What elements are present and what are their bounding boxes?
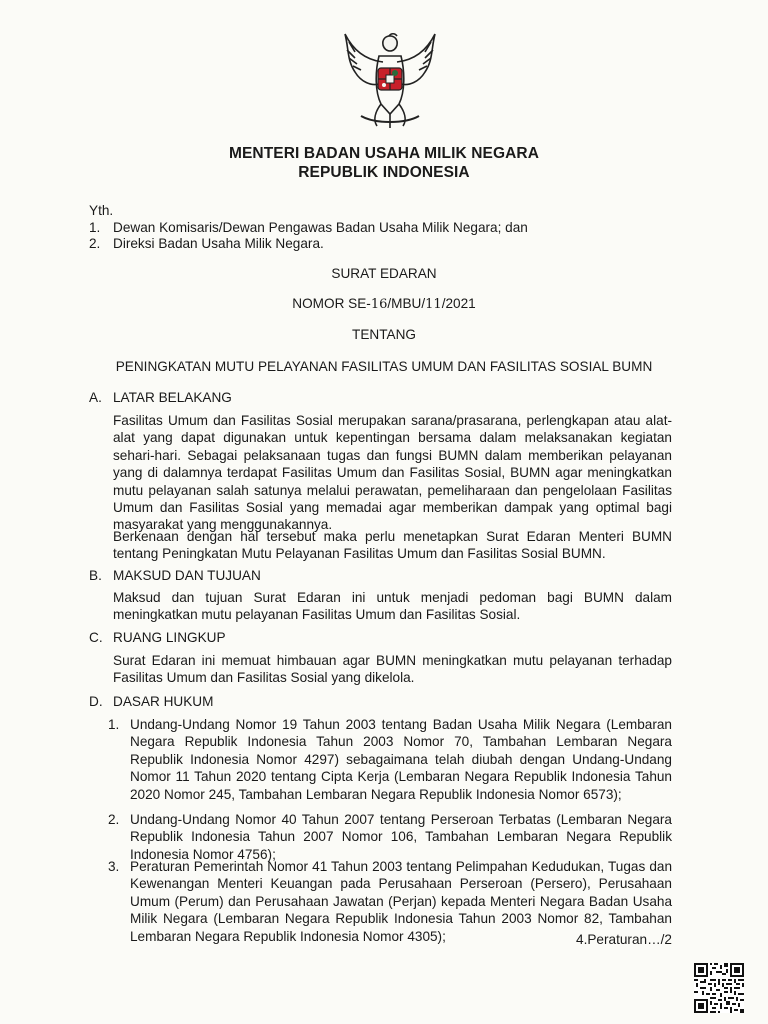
section-c-paragraph: Surat Edaran ini memuat himbauan agar BUMN meningkatkan mutu pelayanan terhadap Fasilitas Umum dan Fasilitas Sosial yang dikelola.: [113, 653, 672, 686]
ministry-title: MENTERI BADAN USAHA MILIK NEGARA: [228, 145, 540, 162]
addressee-number: 2.: [89, 236, 101, 251]
section-heading-d: [89, 694, 213, 709]
next-page-reference: 4.Peraturan…/2: [576, 932, 672, 947]
section-a-paragraph-1: Fasilitas Umum dan Fasilitas Sosial merupakan sarana/prasarana, perlengkapan atau alat-alat yang dapat digunakan untuk kepentingan bersama dalam melaksanakan kegiatan sehari-hari. Sebagai pelaksanaan tugas dan fungsi BUMN dalam memberikan pelayanan yang di dalamnya terdapat Fasilitas Umum dan Fasilitas Sosial, BUMN agar meningkatkan mutu pelayanan salah satunya melalui perawatan, pemeliharaan dan pengelolaan Fasilitas Umum dan Fasilitas Sosial yang memadai agar memberikan dampak yang optimal bagi masyarakat yang menggunakannya.: [113, 413, 672, 533]
section-heading-c: [89, 630, 226, 645]
addressee-text: Direksi Badan Usaha Milik Negara.: [113, 236, 324, 251]
section-heading-a: [89, 390, 232, 405]
number-suffix: /2021: [441, 296, 476, 311]
list-number: 3.: [108, 859, 120, 874]
republic-title: REPUBLIK INDONESIA: [298, 164, 470, 181]
document-subject: PENINGKATAN MUTU PELAYANAN FASILITAS UMUM DAN FASILITAS SOSIAL BUMN: [115, 359, 653, 374]
section-letter: A.: [89, 390, 102, 405]
legal-basis-item: [108, 716, 672, 803]
list-number: 1.: [108, 717, 120, 732]
salutation: Yth.: [89, 203, 114, 218]
legal-basis-item: [108, 811, 672, 863]
section-title: RUANG LINGKUP: [113, 630, 226, 645]
document-type: SURAT EDARAN: [331, 266, 437, 281]
section-a-paragraph-2: Berkenaan dengan hal tersebut maka perlu menetapkan Surat Edaran Menteri BUMN tentang Peningkatan Mutu Pelayanan Fasilitas Umum dan Fasilitas Sosial BUMN.: [113, 529, 672, 562]
qr-code-icon: [694, 963, 744, 1013]
addressee-item: [89, 220, 528, 235]
addressee-item: [89, 236, 324, 251]
addressee-text: Dewan Komisaris/Dewan Pengawas Badan Usaha Milik Negara; dan: [113, 220, 528, 235]
list-text: Peraturan Pemerintah Nomor 41 Tahun 2003 tentang Pelimpahan Kedudukan, Tugas dan Kewenangan Menteri Keuangan pada Perusahaan Perseroan (Persero), Perusahaan Umum (Perum) dan Perusahaan Jawatan (Perjan) kepada Menteri Negara Badan Usaha Milik Negara (Lembaran Negara Republik Indonesia Tahun 2003 Nomor 82, Tambahan Lembaran Negara Republik Indonesia Nomor 4305);: [130, 859, 672, 944]
list-text: Undang-Undang Nomor 19 Tahun 2003 tentang Badan Usaha Milik Negara (Lembaran Negara Republik Indonesia Tahun 2003 Nomor 70, Tambahan Lembaran Negara Republik Indonesia Nomor 4297) sebagaimana telah diubah dengan Undang-Undang Nomor 11 Tahun 2020 tentang Cipta Kerja (Lembaran Negara Republik Indonesia Tahun 2020 Nomor 245, Tambahan Lembaran Negara Republik Indonesia Nomor 6573);: [130, 717, 672, 802]
addressee-number: 1.: [89, 220, 101, 235]
handwritten-month: 11: [425, 297, 442, 312]
section-letter: D.: [89, 694, 103, 709]
number-prefix: NOMOR SE-: [292, 296, 371, 311]
section-title: MAKSUD DAN TUJUAN: [113, 568, 261, 583]
section-letter: C.: [89, 630, 103, 645]
handwritten-number: 16: [370, 297, 388, 312]
document-number: [0, 296, 768, 312]
list-number: 2.: [108, 812, 120, 827]
section-title: DASAR HUKUM: [113, 694, 214, 709]
section-title: LATAR BELAKANG: [113, 390, 232, 405]
section-heading-b: [89, 568, 261, 583]
list-text: Undang-Undang Nomor 40 Tahun 2007 tentang Perseroan Terbatas (Lembaran Negara Republik Indonesia Tahun 2007 Nomor 106, Tambahan Lembaran Negara Republik Indonesia Nomor 4756);: [130, 812, 672, 862]
about-label: TENTANG: [352, 327, 416, 342]
section-b-paragraph: Maksud dan tujuan Surat Edaran ini untuk menjadi pedoman bagi BUMN dalam meningkatkan mutu pelayanan Fasilitas Umum dan Fasilitas Sosial.: [113, 590, 672, 623]
number-mid: /MBU/: [387, 296, 426, 311]
garuda-emblem-icon: [335, 32, 445, 130]
section-letter: B.: [89, 568, 102, 583]
